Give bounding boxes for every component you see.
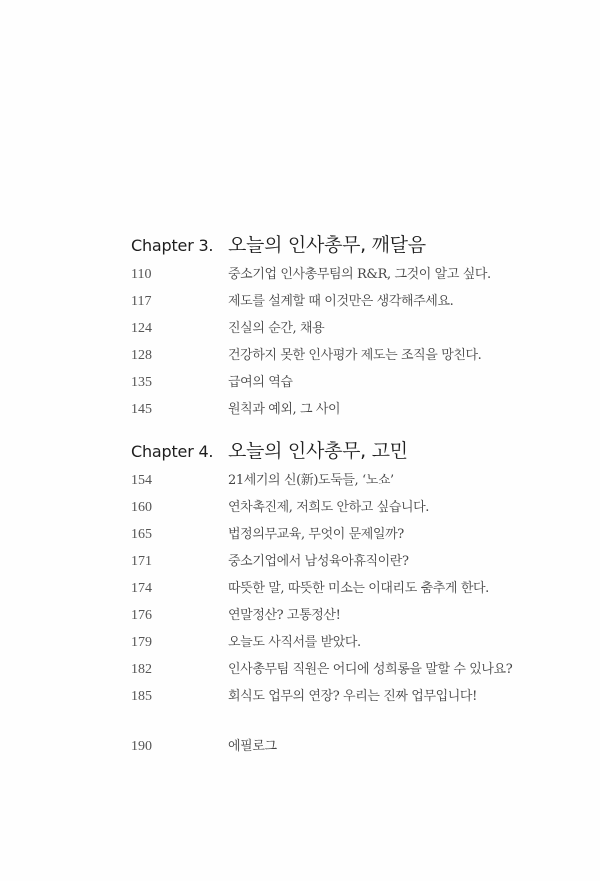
toc-entry[interactable] [131, 577, 489, 597]
toc-page-number: 185 [131, 689, 152, 704]
toc-entry-title: 연말정산? 고통정산! [228, 608, 341, 623]
toc-entry[interactable] [131, 371, 293, 391]
toc-entry[interactable] [131, 398, 340, 418]
toc-entry[interactable] [131, 685, 477, 705]
toc-entry[interactable] [131, 604, 340, 624]
toc-entry[interactable] [131, 317, 324, 337]
toc-page-number: 171 [131, 554, 152, 569]
toc-page-number: 117 [131, 294, 152, 309]
toc-page-number: 145 [131, 402, 152, 417]
toc-page-number: 135 [131, 375, 152, 390]
toc-entry-epilogue[interactable] [131, 735, 277, 755]
toc-entry-title: 진실의 순간, 채용 [228, 321, 325, 336]
toc-entry-title: 오늘도 사직서를 받았다. [228, 635, 361, 650]
chapter-title: 오늘의 인사총무, 깨달음 [228, 234, 426, 256]
toc-page-number: 179 [131, 635, 152, 650]
toc-entry[interactable] [131, 523, 404, 543]
toc-entry-title: 원칙과 예외, 그 사이 [228, 402, 341, 417]
toc-entry-title: 따뜻한 말, 따뜻한 미소는 이대리도 춤추게 한다. [228, 581, 489, 596]
chapter-label: Chapter 3. [131, 236, 214, 255]
toc-page-number: 165 [131, 527, 152, 542]
chapter-3-heading [131, 230, 426, 260]
toc-page-number: 128 [131, 348, 152, 363]
toc-page-number: 124 [131, 321, 152, 336]
toc-page-number: 154 [131, 473, 152, 488]
toc-entry-title: 제도를 설계할 때 이것만은 생각해주세요. [228, 294, 454, 309]
toc-entry-title: 인사총무팀 직원은 어디에 성희롱을 말할 수 있나요? [228, 662, 513, 677]
toc-entry-title: 회식도 업무의 연장? 우리는 진짜 업무입니다! [228, 689, 477, 704]
toc-entry[interactable] [131, 344, 481, 364]
toc-entry-title: 건강하지 못한 인사평가 제도는 조직을 망친다. [228, 348, 482, 363]
toc-page-number: 160 [131, 500, 152, 515]
toc-page-number: 182 [131, 662, 152, 677]
toc-page-number: 110 [131, 267, 152, 282]
chapter-label: Chapter 4. [131, 442, 214, 461]
toc-entry[interactable] [131, 469, 394, 489]
toc-entry-title: 중소기업에서 남성육아휴직이란? [228, 554, 409, 569]
toc-entry-title: 급여의 역습 [228, 375, 293, 390]
toc-page-number: 176 [131, 608, 152, 623]
toc-entry[interactable] [131, 290, 453, 310]
chapter-4-heading [131, 436, 408, 466]
toc-page-number: 190 [131, 739, 152, 754]
chapter-title: 오늘의 인사총무, 고민 [228, 440, 408, 462]
toc-entry[interactable] [131, 631, 361, 651]
toc-entry[interactable] [131, 263, 491, 283]
toc-entry-title: 21세기의 신(新)도둑들, ‘노쇼’ [228, 473, 394, 488]
toc-entry-title: 법정의무교육, 무엇이 문제일까? [228, 527, 404, 542]
toc-entry-title: 연차촉진제, 저희도 안하고 싶습니다. [228, 500, 430, 515]
toc-entry[interactable] [131, 658, 512, 678]
toc-entry-title: 중소기업 인사총무팀의 R&R, 그것이 알고 싶다. [228, 267, 491, 282]
toc-entry[interactable] [131, 550, 409, 570]
toc-entry[interactable] [131, 496, 429, 516]
toc-page-number: 174 [131, 581, 152, 596]
toc-entry-title: 에필로그 [228, 739, 277, 754]
